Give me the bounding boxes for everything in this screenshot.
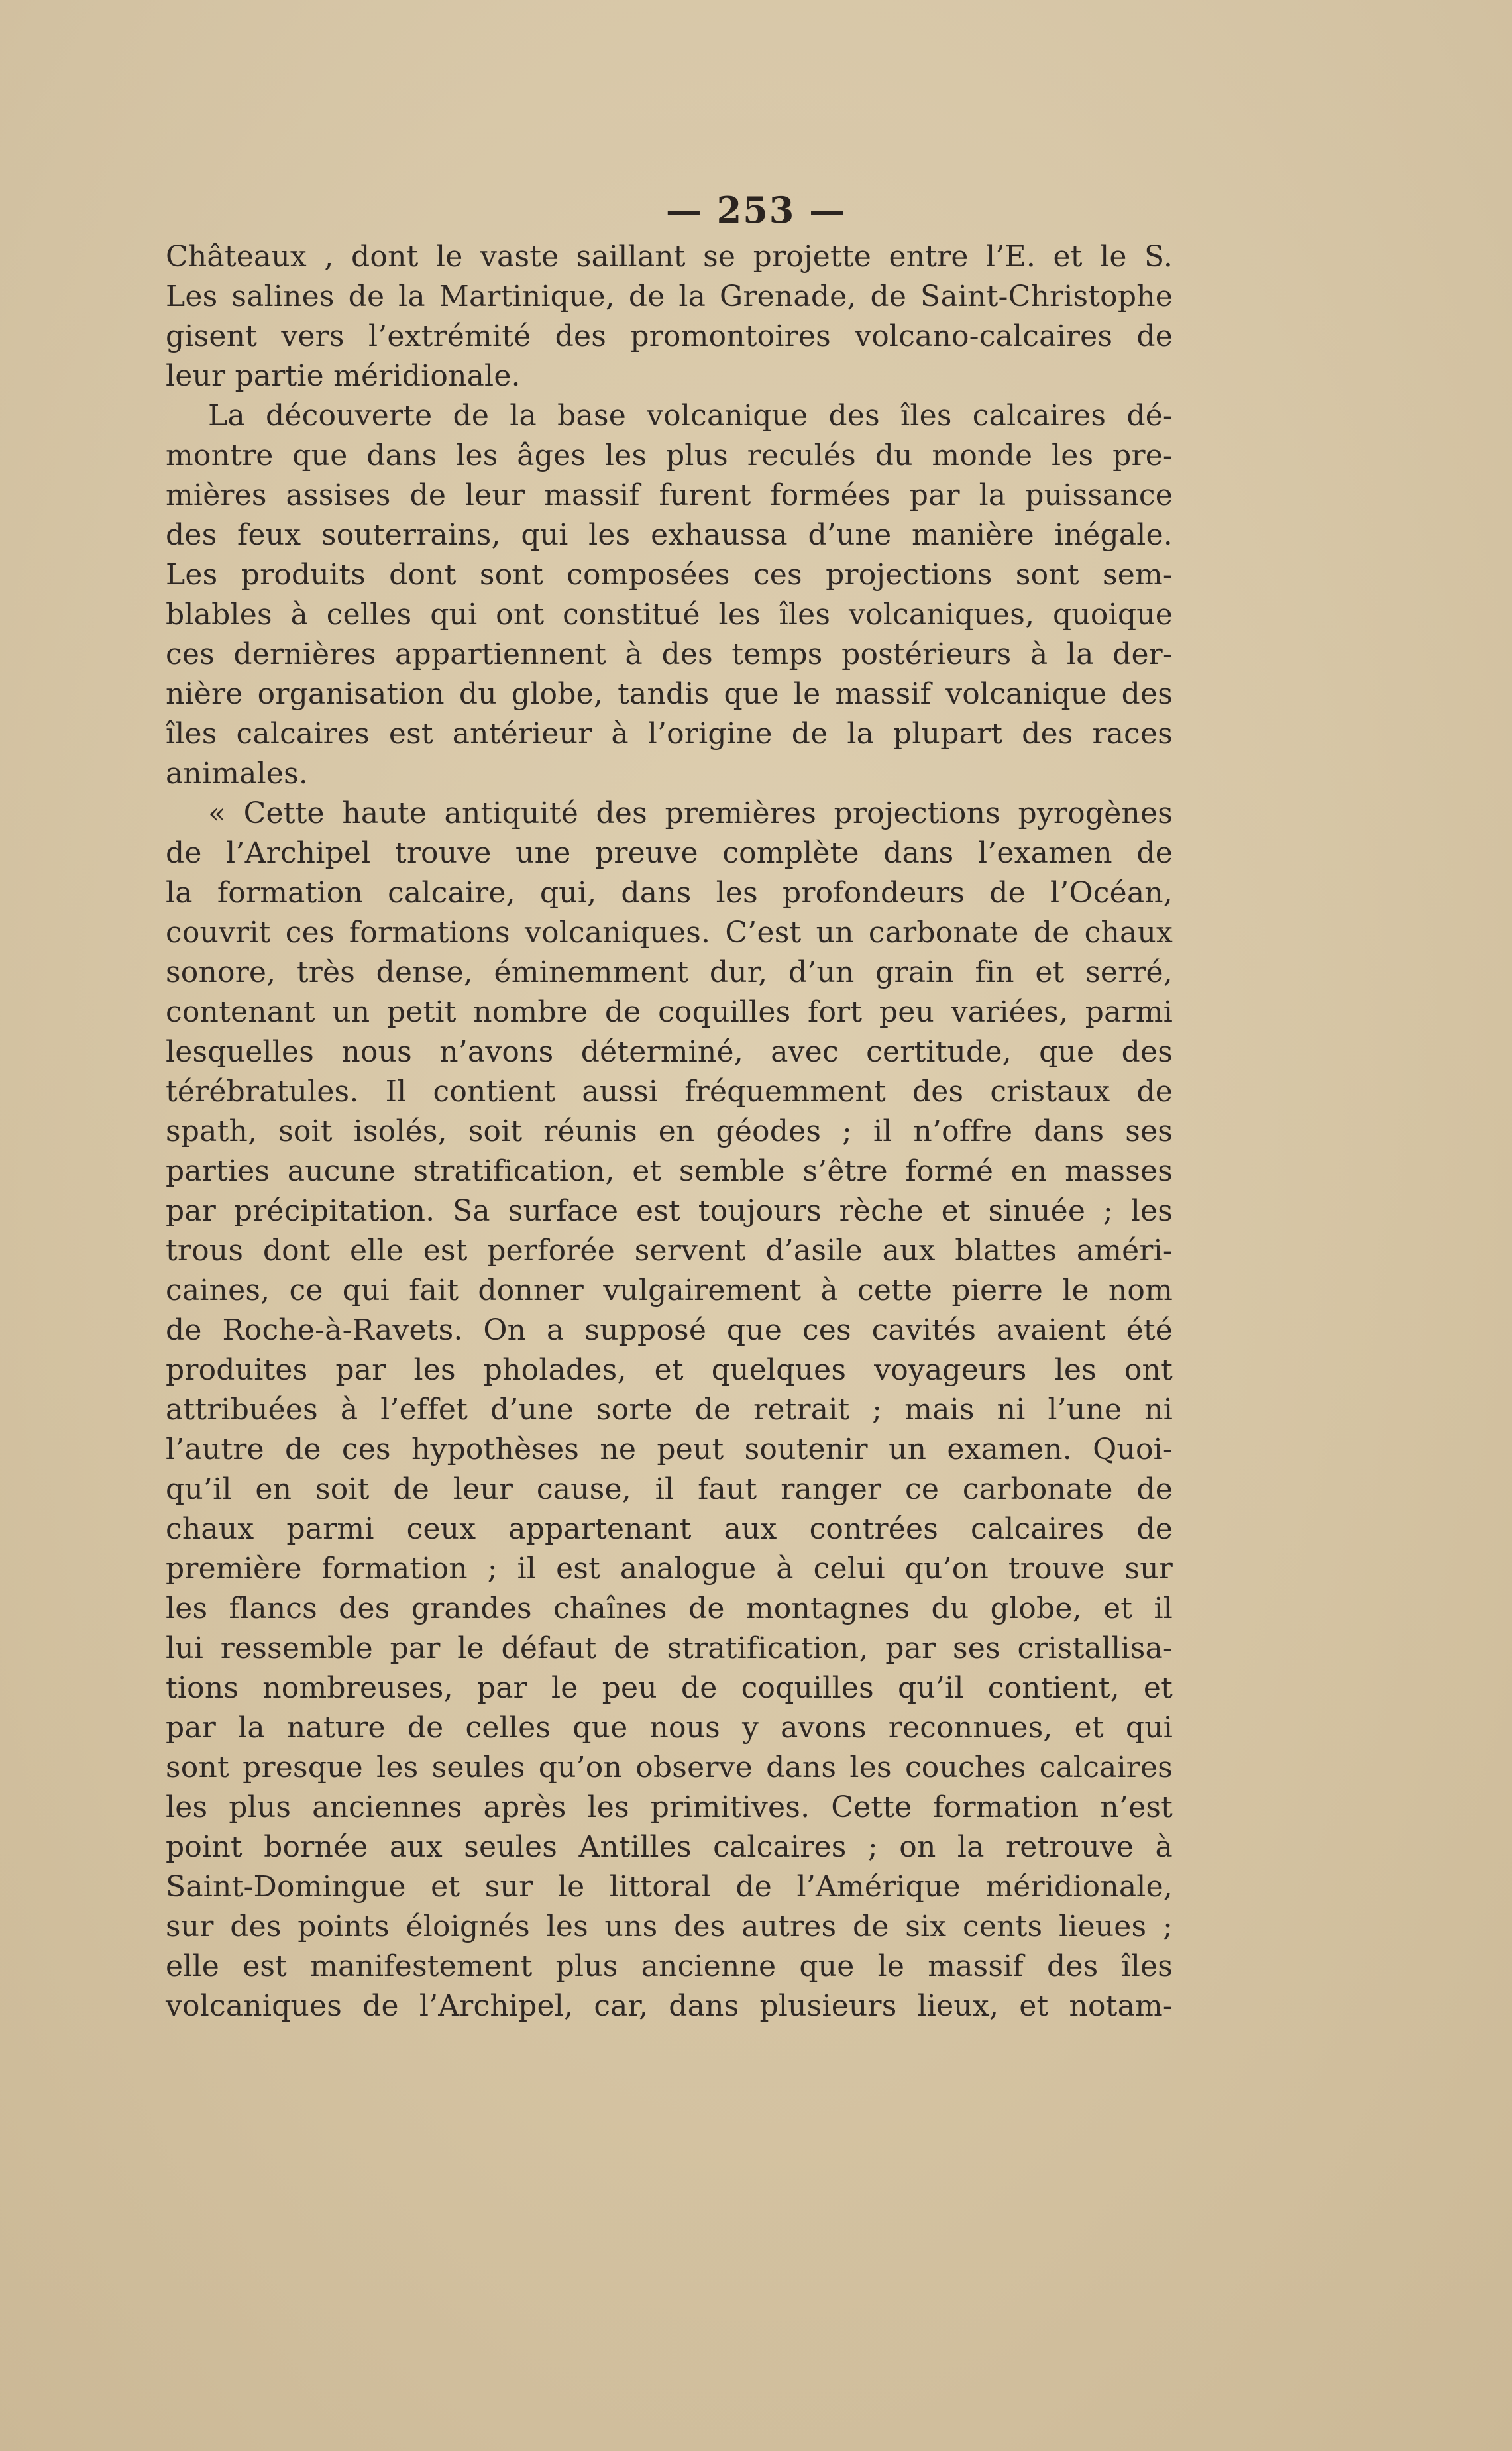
text-line: animales.: [166, 757, 309, 790]
text-line: elle est manifestement plus ancienne que le massif des îles: [166, 1949, 1173, 1983]
text-line: de Roche-à-Ravets. On a supposé que ces cavités avaient été: [166, 1313, 1173, 1347]
text-line: spath, soit isolés, soit réunis en géodes ; il n’offre dans ses: [166, 1115, 1173, 1148]
text-line: chaux parmi ceux appartenant aux contrées calcaires de: [166, 1512, 1173, 1546]
text-line: térébratules. Il contient aussi fréquemment des cristaux de: [166, 1075, 1173, 1109]
text-line: attribuées à l’effet d’une sorte de retrait ; mais ni l’une ni: [166, 1393, 1173, 1427]
text-line: volcaniques de l’Archipel, car, dans plusieurs lieux, et notam-: [166, 1989, 1173, 2023]
text-line: sur des points éloignés les uns des autres de six cents lieues ;: [166, 1910, 1173, 1943]
text-line: de l’Archipel trouve une preuve complète dans l’examen de: [166, 836, 1173, 870]
text-line: couvrit ces formations volcaniques. C’est un carbonate de chaux: [166, 916, 1173, 950]
text-line: première formation ; il est analogue à celui qu’on trouve sur: [166, 1552, 1173, 1586]
text-line: les plus anciennes après les primitives. Cette formation n’est: [166, 1790, 1173, 1824]
text-line: montre que dans les âges les plus reculés du monde les pre-: [166, 439, 1173, 472]
text-line: point bornée aux seules Antilles calcaires ; on la retrouve à: [166, 1830, 1173, 1864]
text-line: des feux souterrains, qui les exhaussa d’une manière inégale.: [166, 518, 1173, 552]
text-line: lesquelles nous n’avons déterminé, avec certitude, que des: [166, 1035, 1173, 1069]
text-line: La découverte de la base volcanique des îles calcaires dé-: [208, 399, 1173, 433]
text-line: caines, ce qui fait donner vulgairement à cette pierre le nom: [166, 1274, 1173, 1307]
body-text: [166, 237, 1173, 2026]
text-line: nière organisation du globe, tandis que le massif volcanique des: [166, 677, 1173, 711]
text-line: sonore, très dense, éminemment dur, d’un grain fin et serré,: [166, 955, 1173, 989]
text-line: contenant un petit nombre de coquilles fort peu variées, parmi: [166, 995, 1173, 1029]
text-line: les flancs des grandes chaînes de montagnes du globe, et il: [166, 1592, 1173, 1625]
text-line: Saint-Domingue et sur le littoral de l’Amérique méridionale,: [166, 1870, 1173, 1904]
text-line: par précipitation. Sa surface est toujours rèche et sinuée ; les: [166, 1194, 1173, 1228]
text-line: blables à celles qui ont constitué les îles volcaniques, quoique: [166, 598, 1173, 631]
text-line: la formation calcaire, qui, dans les profondeurs de l’Océan,: [166, 876, 1173, 910]
text-line: « Cette haute antiquité des premières projections pyrogènes: [208, 796, 1173, 830]
text-line: qu’il en soit de leur cause, il faut ranger ce carbonate de: [166, 1472, 1173, 1506]
text-line: leur partie méridionale.: [166, 359, 521, 393]
text-line: trous dont elle est perforée servent d’asile aux blattes améri-: [166, 1234, 1173, 1268]
text-line: produites par les pholades, et quelques voyageurs les ont: [166, 1353, 1173, 1387]
text-line: îles calcaires est antérieur à l’origine de la plupart des races: [166, 717, 1173, 751]
text-line: gisent vers l’extrémité des promontoires volcano-calcaires de: [166, 319, 1173, 353]
text-line: Châteaux , dont le vaste saillant se projette entre l’E. et le S.: [166, 240, 1173, 274]
text-line: lui ressemble par le défaut de stratification, par ses cristallisa-: [166, 1631, 1173, 1665]
text-line: ces dernières appartiennent à des temps postérieurs à la der-: [166, 637, 1173, 671]
text-line: mières assises de leur massif furent formées par la puissance: [166, 478, 1173, 512]
text-line: par la nature de celles que nous y avons reconnues, et qui: [166, 1711, 1173, 1745]
text-line: parties aucune stratification, et semble s’être formé en masses: [166, 1154, 1173, 1188]
text-line: sont presque les seules qu’on observe dans les couches calcaires: [166, 1751, 1173, 1784]
text-line: Les produits dont sont composées ces projections sont sem-: [166, 558, 1173, 592]
text-line: l’autre de ces hypothèses ne peut soutenir un examen. Quoi-: [166, 1433, 1173, 1466]
text-line: Les salines de la Martinique, de la Grenade, de Saint-Christophe: [166, 280, 1173, 313]
page-number: — 253 —: [665, 189, 847, 231]
text-line: tions nombreuses, par le peu de coquilles qu’il contient, et: [166, 1671, 1173, 1705]
